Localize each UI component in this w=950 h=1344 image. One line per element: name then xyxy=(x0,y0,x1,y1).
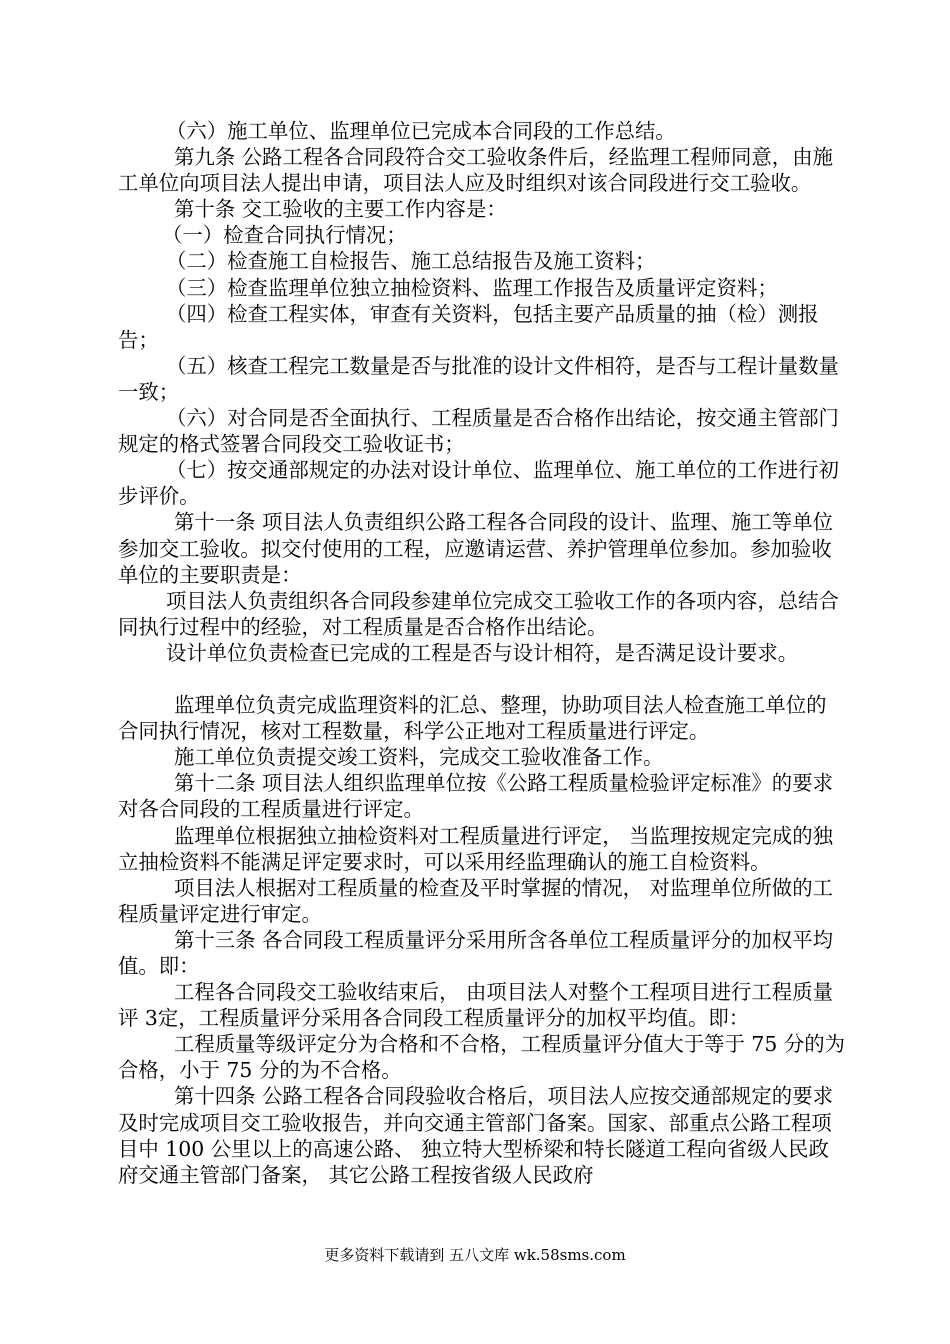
document-body xyxy=(118,118,846,1188)
duty-project-owner: 项目法人负责组织各合同段参建单位完成交工验收工作的各项内容，总结合同执行过程中的经验，对工程质量是否合格作出结论。 xyxy=(118,588,839,639)
list-item-1: （一）检查合同执行情况； xyxy=(162,223,407,248)
page-footer: 更多资料下载请到 五八文库 wk.58sms.com xyxy=(324,1246,626,1264)
article-13: 第十三条 各合同段工程质量评分采用所含各单位工程质量评分的加权平均值。即： xyxy=(118,927,833,978)
duty-construction-unit: 施工单位负责提交竣工资料，完成交工验收准备工作。 xyxy=(174,745,664,770)
duty-supervision-unit: 监理单位负责完成监理资料的汇总、整理，协助项目法人检查施工单位的合同执行情况，核对工程数量，科学公正地对工程质量进行评定。 xyxy=(118,693,827,744)
article-11: 第十一条 项目法人负责组织公路工程各合同段的设计、监理、施工等单位参加交工验收。拟交付使用的工程，应邀请运营、养护管理单位参加。参加验收单位的主要职责是： xyxy=(118,510,833,587)
article-12: 第十二条 项目法人组织监理单位按《公路工程质量检验评定标准》的要求对各合同段的工程质量进行评定。 xyxy=(118,771,833,822)
duty-design-unit: 设计单位负责检查已完成的工程是否与设计相符，是否满足设计要求。 xyxy=(166,640,799,665)
paragraph-item-6-summary: （六）施工单位、监理单位已完成本合同段的工作总结。 xyxy=(166,119,676,143)
article-9: 第九条 公路工程各合同段符合交工验收条件后，经监理工程师同意，由施工单位向项目法人提出申请，项目法人应及时组织对该合同段进行交工验收。 xyxy=(118,145,833,196)
article-10: 第十条 交工验收的主要工作内容是： xyxy=(174,197,507,222)
paragraph-quality-grade: 工程质量等级评定分为合格和不合格，工程质量评分值大于等于 75 分的为合格，小于 75 分的为不合格。 xyxy=(118,1032,846,1083)
paragraph-overall-quality-score: 工程各合同段交工验收结束后， 由项目法人对整个工程项目进行工程质量评 3定，工程质量评分采用各合同段工程质量评分的加权平均值。即： xyxy=(118,980,833,1031)
paragraph-supervision-evaluation: 监理单位根据独立抽检资料对工程质量进行评定， 当监理按规定完成的独立抽检资料不能满足评定要求时，可以采用经监理确认的施工自检资料。 xyxy=(118,823,833,874)
list-item-4: （四）检查工程实体，审查有关资料，包括主要产品质量的抽（检）测报告； xyxy=(118,301,819,352)
list-item-2: （二）检查施工自检报告、施工总结报告及施工资料； xyxy=(166,249,656,274)
list-item-7: （七）按交通部规定的办法对设计单位、监理单位、施工单位的工作进行初步评价。 xyxy=(118,458,839,509)
paragraph-owner-review: 项目法人根据对工程质量的检查及平时掌握的情况， 对监理单位所做的工程质量评定进行审定。 xyxy=(118,875,833,926)
list-item-3: （三）检查监理单位独立抽检资料、监理工作报告及质量评定资料； xyxy=(166,275,778,300)
blank-line xyxy=(118,666,846,692)
list-item-5: （五）核查工程完工数量是否与批准的设计文件相符，是否与工程计量数量一致； xyxy=(118,353,839,404)
article-14: 第十四条 公路工程各合同段验收合格后，项目法人应按交通部规定的要求及时完成项目交工验收报告，并向交通主管部门备案。国家、部重点公路工程项目中 100 公里以上的高速公路、 独立特大型桥梁和特长隧道工程向省级人民政府交通主管部门备案， 其它公路工程按省级人民政府 xyxy=(118,1084,833,1187)
list-item-6: （六）对合同是否全面执行、工程质量是否合格作出结论，按交通主管部门规定的格式签署合同段交工验收证书； xyxy=(118,406,839,457)
